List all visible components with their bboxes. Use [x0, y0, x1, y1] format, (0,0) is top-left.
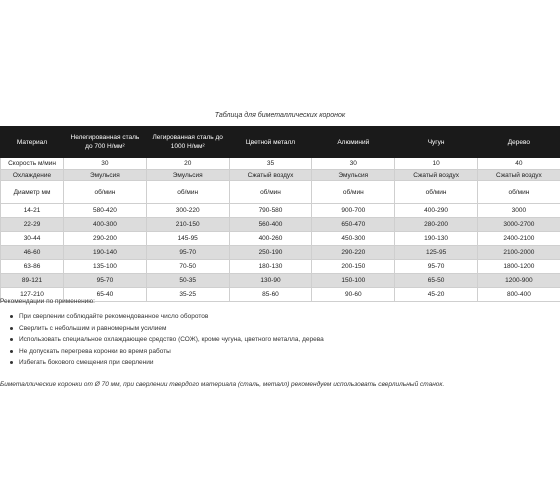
cooling-cell: Эмульсия [64, 170, 147, 181]
rpm-cell: 70-50 [146, 260, 229, 274]
list-item [0, 346, 324, 358]
bullet-icon [10, 338, 13, 341]
rpm-cell: 210-150 [146, 218, 229, 232]
list-item-text: Сверлить с небольшим и равномерным усилием [19, 324, 167, 332]
rpm-cell: 65-50 [395, 274, 478, 288]
header-cell: Чугун [395, 127, 478, 158]
row-label: Диаметр мм [1, 181, 64, 204]
rpm-cell: 800-400 [477, 288, 560, 302]
table-row [1, 260, 560, 274]
list-item-text: Не допускать перегрева коронки во время работы [19, 347, 171, 355]
rpm-cell: 90-60 [312, 288, 395, 302]
table-row [1, 218, 560, 232]
list-item [0, 311, 324, 323]
bullet-icon [10, 361, 13, 364]
size-cell: 46-60 [1, 246, 64, 260]
speed-cell: 35 [229, 158, 312, 170]
rpm-cell: 400-260 [229, 232, 312, 246]
size-cell: 89-121 [1, 274, 64, 288]
rpm-cell: 400-290 [395, 204, 478, 218]
unit-cell: об/мин [146, 181, 229, 204]
header-cell: Алюминий [312, 127, 395, 158]
units-row [1, 181, 560, 204]
rpm-cell: 250-190 [229, 246, 312, 260]
speed-cell: 20 [146, 158, 229, 170]
size-cell: 127-210 [1, 288, 64, 302]
rpm-cell: 45-20 [395, 288, 478, 302]
header-cell: Нелегированная сталь до 700 Н/мм² [64, 127, 147, 158]
rpm-cell: 95-70 [395, 260, 478, 274]
rpm-cell: 145-95 [146, 232, 229, 246]
rpm-cell: 2100-2000 [477, 246, 560, 260]
list-item [0, 334, 324, 346]
size-cell: 63-86 [1, 260, 64, 274]
rpm-cell: 650-470 [312, 218, 395, 232]
cooling-cell: Сжатый воздух [395, 170, 478, 181]
speed-cell: 40 [477, 158, 560, 170]
rpm-cell: 560-400 [229, 218, 312, 232]
rpm-cell: 50-35 [146, 274, 229, 288]
unit-cell: об/мин [312, 181, 395, 204]
rpm-cell: 130-90 [229, 274, 312, 288]
unit-cell: об/мин [395, 181, 478, 204]
rpm-cell: 200-150 [312, 260, 395, 274]
rpm-cell: 95-70 [64, 274, 147, 288]
size-cell: 22-29 [1, 218, 64, 232]
list-item [0, 323, 324, 335]
speed-row [1, 158, 560, 170]
bimetal-crowns-table [0, 126, 560, 302]
cooling-cell: Эмульсия [146, 170, 229, 181]
size-cell: 30-44 [1, 232, 64, 246]
size-cell: 14-21 [1, 204, 64, 218]
rpm-cell: 900-700 [312, 204, 395, 218]
rpm-cell: 135-100 [64, 260, 147, 274]
rpm-cell: 190-140 [64, 246, 147, 260]
speed-cell: 30 [312, 158, 395, 170]
bullet-icon [10, 327, 13, 330]
recommendations-title: Рекомендации по применению: [0, 298, 95, 305]
list-item-text: Использовать специальное охлаждающее средство (СОЖ), кроме чугуна, цветного металла, дерева [19, 336, 324, 343]
bullet-icon [10, 315, 13, 318]
rpm-cell: 450-300 [312, 232, 395, 246]
rpm-cell: 150-100 [312, 274, 395, 288]
unit-cell: об/мин [229, 181, 312, 204]
header-cell: Легированная сталь до 1000 Н/мм² [146, 127, 229, 158]
speed-cell: 10 [395, 158, 478, 170]
cooling-cell: Эмульсия [312, 170, 395, 181]
table-row [1, 204, 560, 218]
footnote: Биметаллические коронки от Ø 70 мм, при сверлении твердого материала (сталь, металл) рекомендуем использовать сверлильный станок. [0, 381, 445, 388]
rpm-cell: 2400-2100 [477, 232, 560, 246]
table-row [1, 232, 560, 246]
rpm-cell: 3000-2700 [477, 218, 560, 232]
rpm-cell: 1800-1200 [477, 260, 560, 274]
rpm-cell: 65-40 [64, 288, 147, 302]
rpm-cell: 300-220 [146, 204, 229, 218]
row-label: Охлаждение [1, 170, 64, 181]
unit-cell: об/мин [64, 181, 147, 204]
rpm-cell: 290-220 [312, 246, 395, 260]
cooling-cell: Сжатый воздух [477, 170, 560, 181]
list-item-text: Избегать бокового смещения при сверлении [19, 359, 154, 366]
table-row [1, 274, 560, 288]
header-cell: Дерево [477, 127, 560, 158]
recommendations-list [0, 311, 324, 369]
rpm-cell: 290-200 [64, 232, 147, 246]
rpm-cell: 95-70 [146, 246, 229, 260]
rpm-cell: 1200-900 [477, 274, 560, 288]
rpm-cell: 35-25 [146, 288, 229, 302]
rpm-cell: 180-130 [229, 260, 312, 274]
rpm-cell: 280-200 [395, 218, 478, 232]
list-item-text: При сверлении соблюдайте рекомендованное число оборотов [19, 313, 209, 320]
cooling-cell: Сжатый воздух [229, 170, 312, 181]
table-row [1, 246, 560, 260]
rpm-cell: 400-300 [64, 218, 147, 232]
cooling-row [1, 170, 560, 181]
rpm-cell: 85-60 [229, 288, 312, 302]
rpm-cell: 190-130 [395, 232, 478, 246]
unit-cell: об/мин [477, 181, 560, 204]
table-caption: Таблица для биметаллических коронок [214, 112, 346, 119]
rpm-cell: 580-420 [64, 204, 147, 218]
rpm-cell: 790-580 [229, 204, 312, 218]
list-item [0, 357, 324, 369]
rpm-cell: 125-95 [395, 246, 478, 260]
bullet-icon [10, 350, 13, 353]
header-cell: Цветной металл [229, 127, 312, 158]
header-cell: Материал [1, 127, 64, 158]
speed-cell: 30 [64, 158, 147, 170]
header-row [1, 127, 560, 158]
rpm-cell: 3000 [477, 204, 560, 218]
row-label: Скорость м/мин [1, 158, 64, 170]
